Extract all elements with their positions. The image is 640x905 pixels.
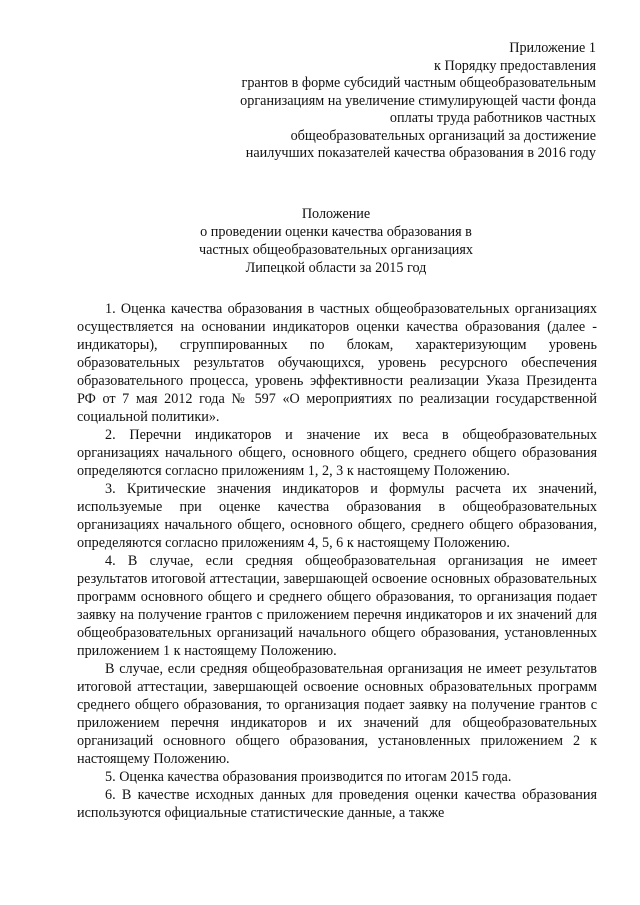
document-body [77,300,597,822]
title-line: Липецкой области за 2015 год [245,260,427,276]
appendix-line: к Порядку предоставления [434,57,596,74]
appendix-line: оплаты труда работников частных [389,110,596,126]
paragraph-4-continued: В случае, если средняя общеобразовательная организация не имеет результатов итоговой аттестации, завершающей освоение основных образовательных программ среднего общего образования, то организация подает заявку на получение грантов с приложением перечня индикаторов и их значений для общеобразовательных организаций основного общего образования, установленных приложением 2 к настоящему Положению. [77,661,597,767]
appendix-number: Приложение 1 [509,40,596,56]
appendix-header [176,40,596,163]
document-title [0,205,640,277]
paragraph-2: 2. Перечни индикаторов и значение их веса в общеобразовательных организациях начального общего, основного общего, среднего общего образования определяются согласно приложениям 1, 2, 3 к настоящему Положению. [77,427,597,479]
paragraph-5: 5. Оценка качества образования производится по итогам 2015 года. [105,769,512,785]
paragraph-4: 4. В случае, если средняя общеобразовательная организация не имеет результатов итоговой аттестации, завершающей освоение основных образовательных программ основного общего и среднего общего образования, то организация подает заявку на получение грантов с приложением перечня индикаторов и их значений для общеобразовательных организаций начального общего образования, установленных приложением 1 к настоящему Положению. [77,553,597,659]
appendix-line: организациям на увеличение стимулирующей части фонда [240,92,596,109]
title-line: частных общеобразовательных организациях [199,242,473,258]
title-line: о проведении оценки качества образования в [200,224,472,240]
title-heading: Положение [301,206,371,222]
appendix-line: общеобразовательных организаций за достижение [290,127,596,144]
paragraph-3: 3. Критические значения индикаторов и формулы расчета их значений, используемые при оценке качества образования в общеобразовательных организациях начального общего, основного общего, среднего общего образования, определяются согласно приложениям 4, 5, 6 к настоящему Положению. [77,481,597,551]
paragraph-6: 6. В качестве исходных данных для проведения оценки качества образования используются официальные статистические данные, а также [77,787,597,821]
appendix-line: грантов в форме субсидий частным общеобразовательным [241,75,596,91]
paragraph-1: 1. Оценка качества образования в частных общеобразовательных организациях осуществляется на основании индикаторов оценки качества образования (далее - индикаторы), сгруппированных по блокам, характеризующим уровень образовательных результатов обучающихся, уровень ресурсного обеспечения образовательного процесса, уровень эффективности реализации Указа Президента РФ от 7 мая 2012 года № 597 «О мероприятиях по реализации государственной социальной политики». [77,301,597,425]
appendix-line: наилучших показателей качества образования в 2016 году [245,145,596,161]
